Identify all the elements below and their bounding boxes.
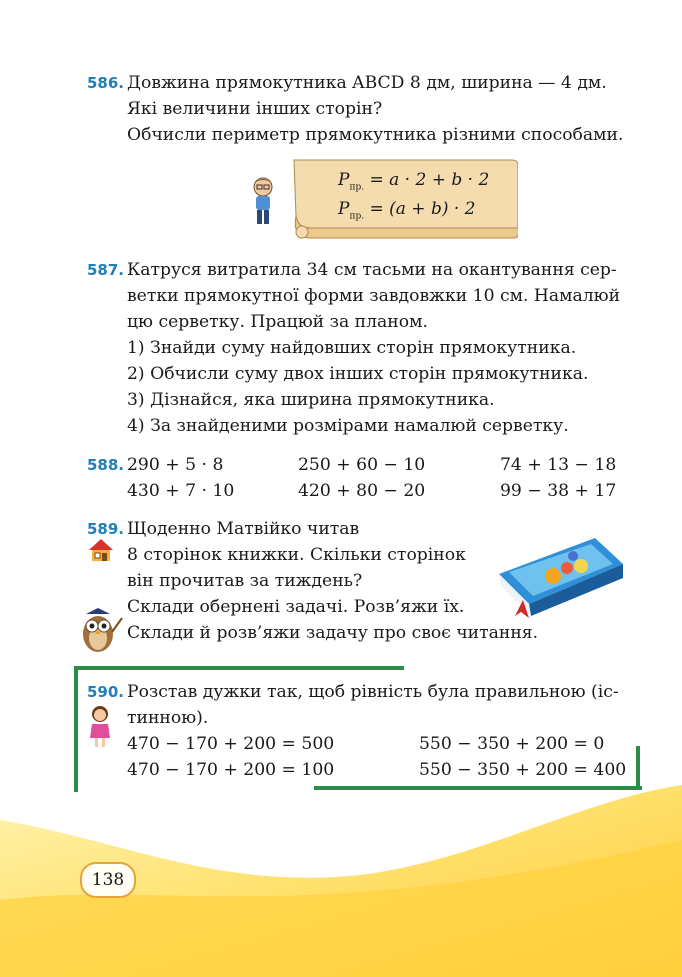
formula-perimeter-1: $P_{пр.} = a \cdot 2 + b \cdot 2$ — [338, 170, 490, 193]
task-text: Склади обернені задачі. Розв’яжи їх. — [127, 597, 465, 617]
task-text: 3) Дізнайся, яка ширина прямокутника. — [127, 390, 495, 410]
task-number: 588. — [87, 456, 125, 474]
task-text: Які величини інших сторін? — [127, 99, 383, 119]
task-text: він прочитав за тиждень? — [127, 571, 363, 591]
formula-perimeter-2: $P_{пр.} = (a + b) \cdot 2$ — [338, 199, 476, 222]
house-icon — [88, 538, 114, 562]
task-590 — [87, 679, 647, 731]
expression: 74 + 13 − 18 — [500, 455, 617, 475]
equation: 550 − 350 + 200 = 400 — [419, 760, 627, 780]
boy-icon — [248, 176, 278, 226]
equation: 470 − 170 + 200 = 100 — [127, 760, 335, 780]
task-text: ветки прямокутної форми завдовжки 10 см. Намалюй — [127, 286, 621, 306]
task-586 — [87, 70, 647, 148]
expression: 99 − 38 + 17 — [500, 481, 617, 501]
owl-icon — [78, 604, 124, 654]
task-number: 586. — [87, 74, 125, 92]
task-text: Щоденно Матвійко читав — [127, 519, 360, 539]
expression: 420 + 80 − 20 — [298, 481, 426, 501]
equation: 550 − 350 + 200 = 0 — [419, 734, 605, 754]
task-text: 1) Знайди суму найдовших сторін прямокутника. — [127, 338, 577, 358]
task-text: 2) Обчисли суму двох інших сторін прямокутника. — [127, 364, 589, 384]
task-text: Довжина прямокутника ABCD 8 дм, ширина — 4 дм. — [127, 73, 607, 93]
task-number: 590. — [87, 683, 125, 701]
expression: 290 + 5 · 8 — [127, 455, 224, 475]
page-number: 138 — [80, 862, 136, 898]
task-text: 4) За знайденими розмірами намалюй серветку. — [127, 416, 569, 436]
task-text: Катруся витратила 34 см тасьми на окантування сер- — [127, 260, 617, 280]
task-text: Обчисли периметр прямокутника різними способами. — [127, 125, 624, 145]
task-text: 8 сторінок книжки. Скільки сторінок — [127, 545, 466, 565]
task-number: 589. — [87, 520, 125, 538]
task-587 — [87, 257, 647, 439]
book-icon — [495, 534, 625, 618]
expression: 250 + 60 − 10 — [298, 455, 426, 475]
task-text: тинною). — [127, 708, 209, 728]
equation: 470 − 170 + 200 = 500 — [127, 734, 335, 754]
girl-icon — [89, 704, 111, 748]
task-text: Склади й розв’яжи задачу про своє читання. — [127, 623, 539, 643]
expression: 430 + 7 · 10 — [127, 481, 235, 501]
task-text: Розстав дужки так, щоб рівність була правильною (іс- — [127, 682, 619, 702]
task-number: 587. — [87, 261, 125, 279]
task-text: цю серветку. Працюй за планом. — [127, 312, 428, 332]
